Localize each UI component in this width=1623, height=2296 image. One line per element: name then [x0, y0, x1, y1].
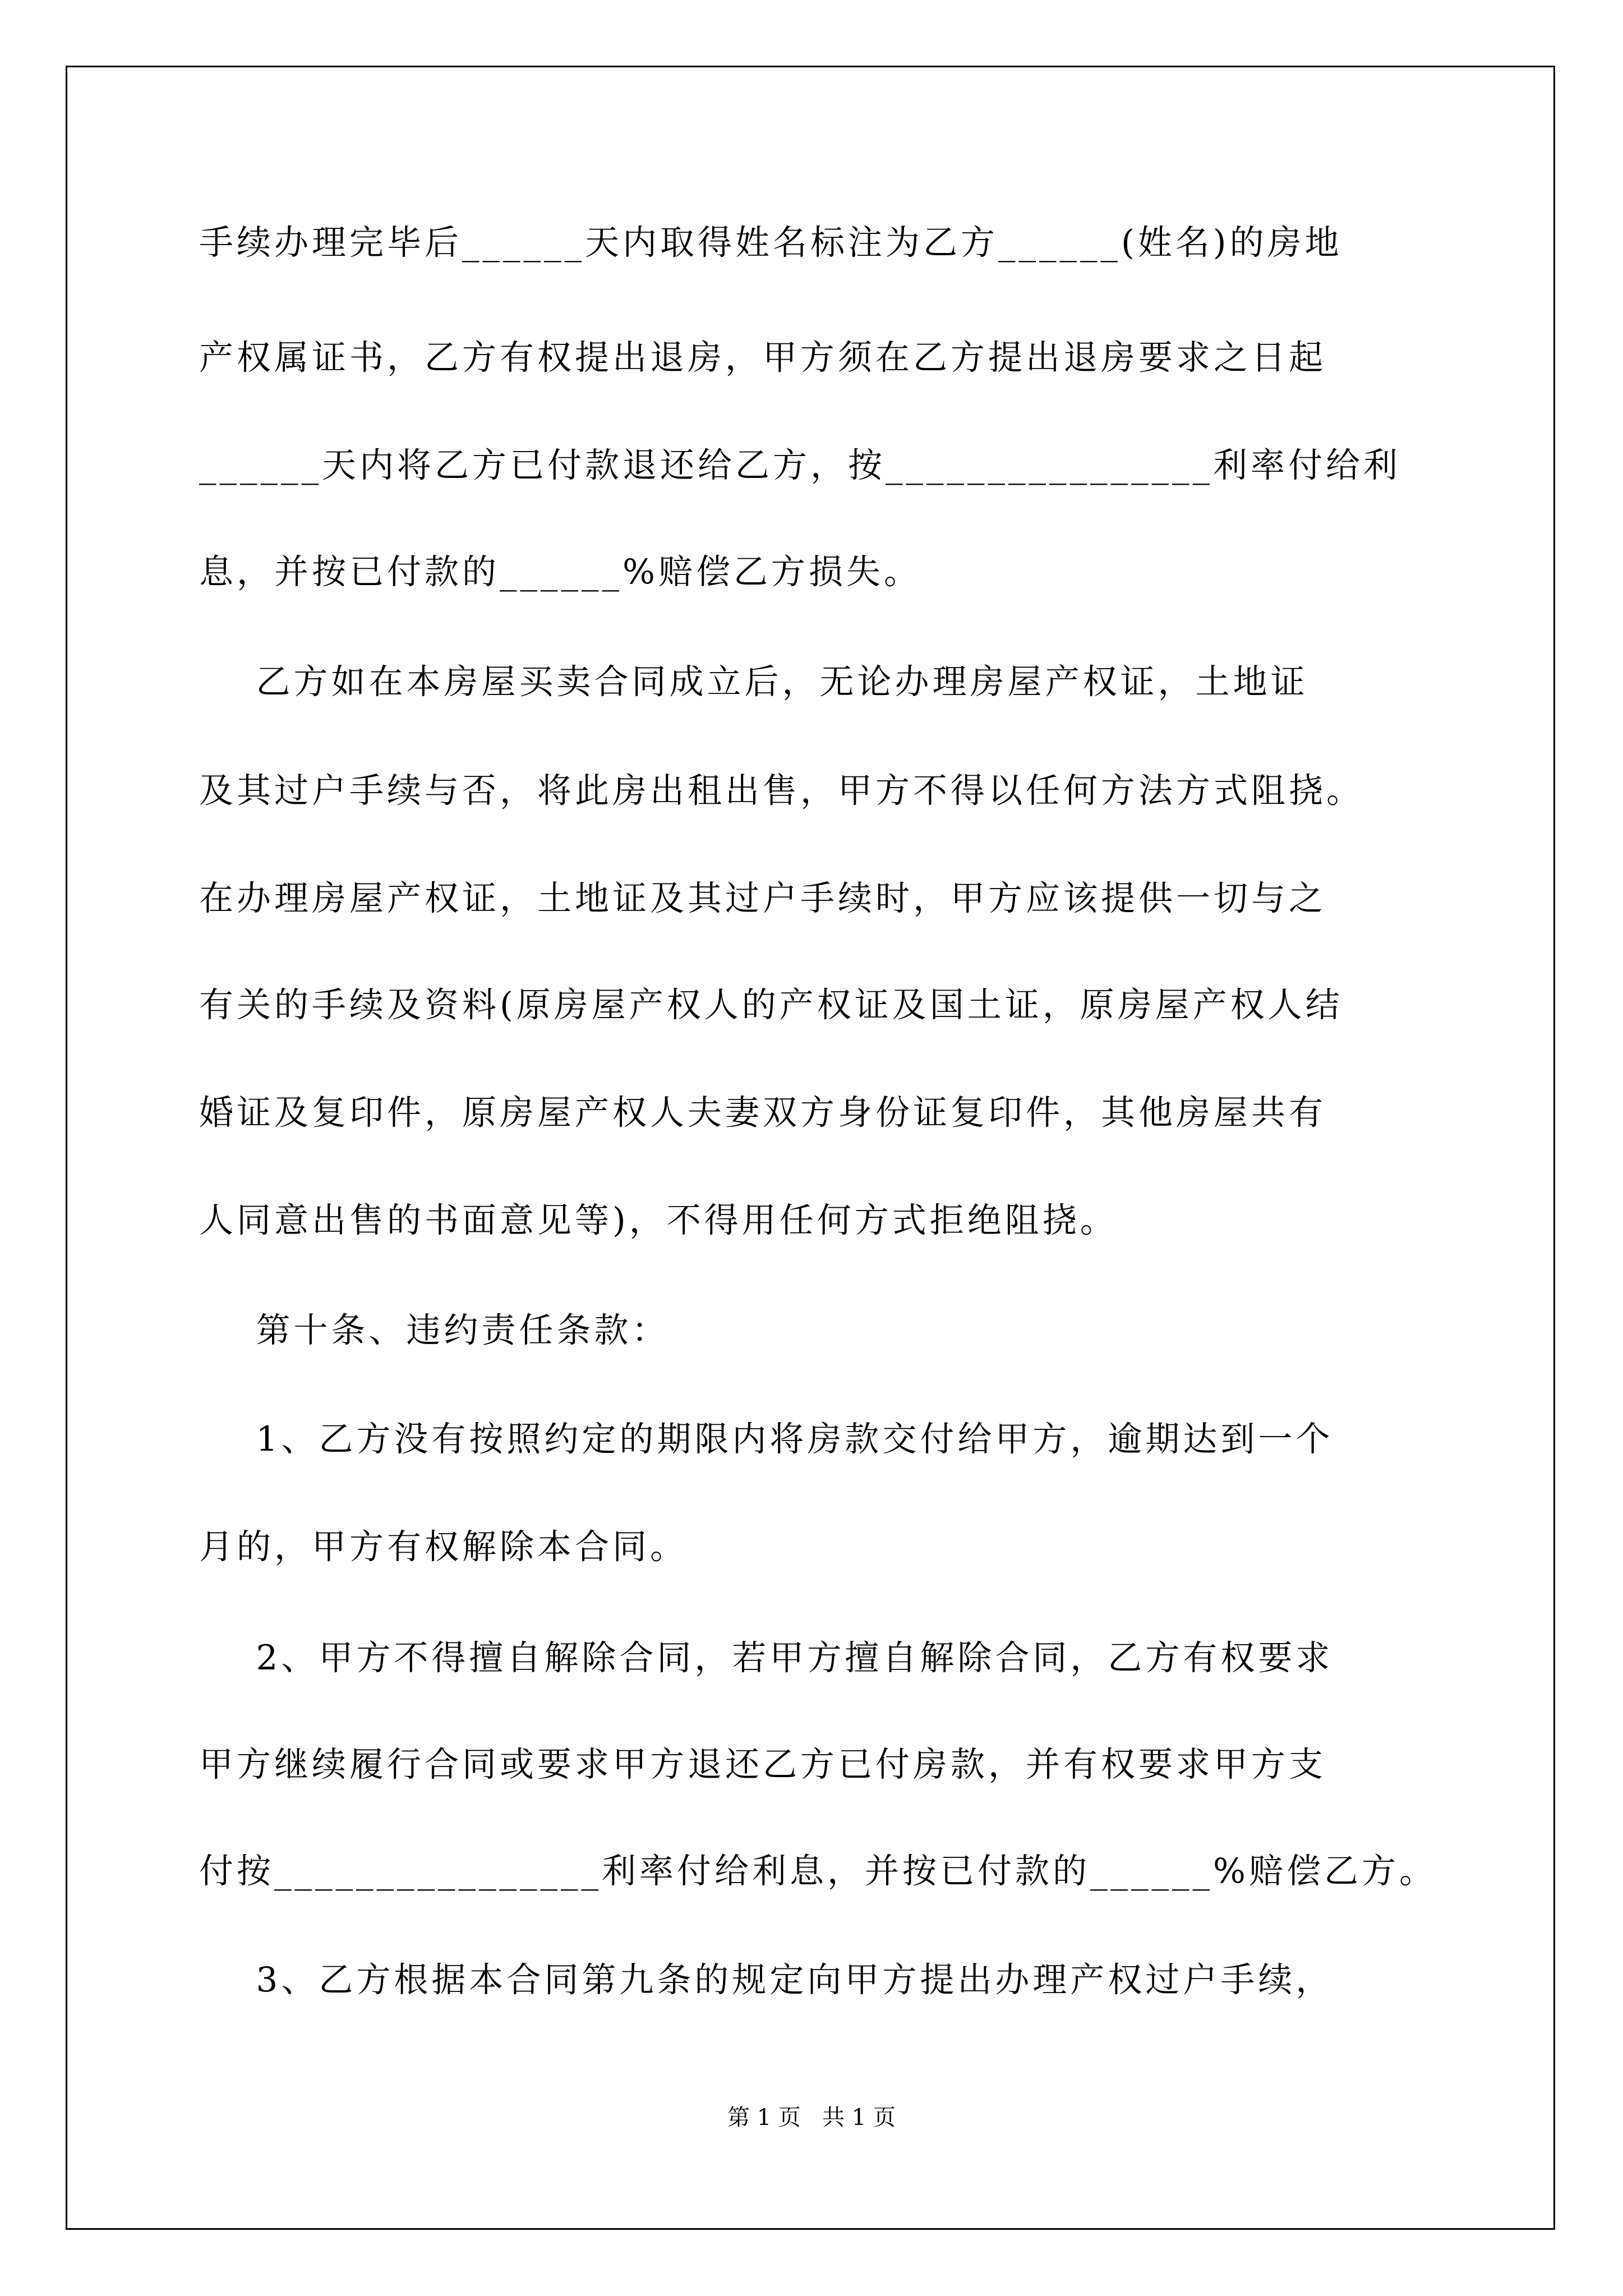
text-line: 人同意出售的书面意见等)，不得用任何方式拒绝阻挠。: [199, 1200, 1118, 1240]
text-line: 息，并按已付款的______%赔偿乙方损失。: [199, 552, 921, 592]
clause-item-2: 2、甲方不得擅自解除合同，若甲方擅自解除合同，乙方有权要求: [199, 1638, 1334, 1678]
page-number-footer: 第 1 页 共 1 页: [727, 2105, 896, 2131]
paragraph-start-line: 乙方如在本房屋买卖合同成立后，无论办理房屋产权证，土地证: [199, 662, 1308, 702]
text-line: 有关的手续及资料(原房屋产权人的产权证及国土证，原房屋产权人结: [199, 985, 1343, 1025]
text-line: ______天内将乙方已付款退还给乙方，按________________利率付给利: [199, 445, 1401, 485]
clause-item-3: 3、乙方根据本合同第九条的规定向甲方提出办理产权过户手续，: [199, 1960, 1334, 2000]
text-line: 产权属证书，乙方有权提出退房，甲方须在乙方提出退房要求之日起: [199, 338, 1327, 378]
text-line: 月的，甲方有权解除本合同。: [199, 1527, 688, 1567]
text-line: 在办理房屋产权证，土地证及其过户手续时，甲方应该提供一切与之: [199, 878, 1327, 918]
text-line: 及其过户手续与否，将此房出租出售，甲方不得以任何方法方式阻挠。: [199, 771, 1364, 811]
section-heading: 第十条、违约责任条款：: [199, 1310, 670, 1350]
text-line: 甲方继续履行合同或要求甲方退还乙方已付房款，并有权要求甲方支: [199, 1745, 1327, 1784]
page-border: [66, 66, 1555, 2230]
clause-item-1: 1、乙方没有按照约定的期限内将房款交付给甲方，逾期达到一个: [199, 1419, 1334, 1459]
text-line: 付按________________利率付给利息，并按已付款的______%赔偿乙方。: [199, 1851, 1437, 1891]
text-line: 婚证及复印件，原房屋产权人夫妻双方身份证复印件，其他房屋共有: [199, 1093, 1327, 1133]
text-line: 手续办理完毕后______天内取得姓名标注为乙方______(姓名)的房地: [199, 223, 1343, 263]
